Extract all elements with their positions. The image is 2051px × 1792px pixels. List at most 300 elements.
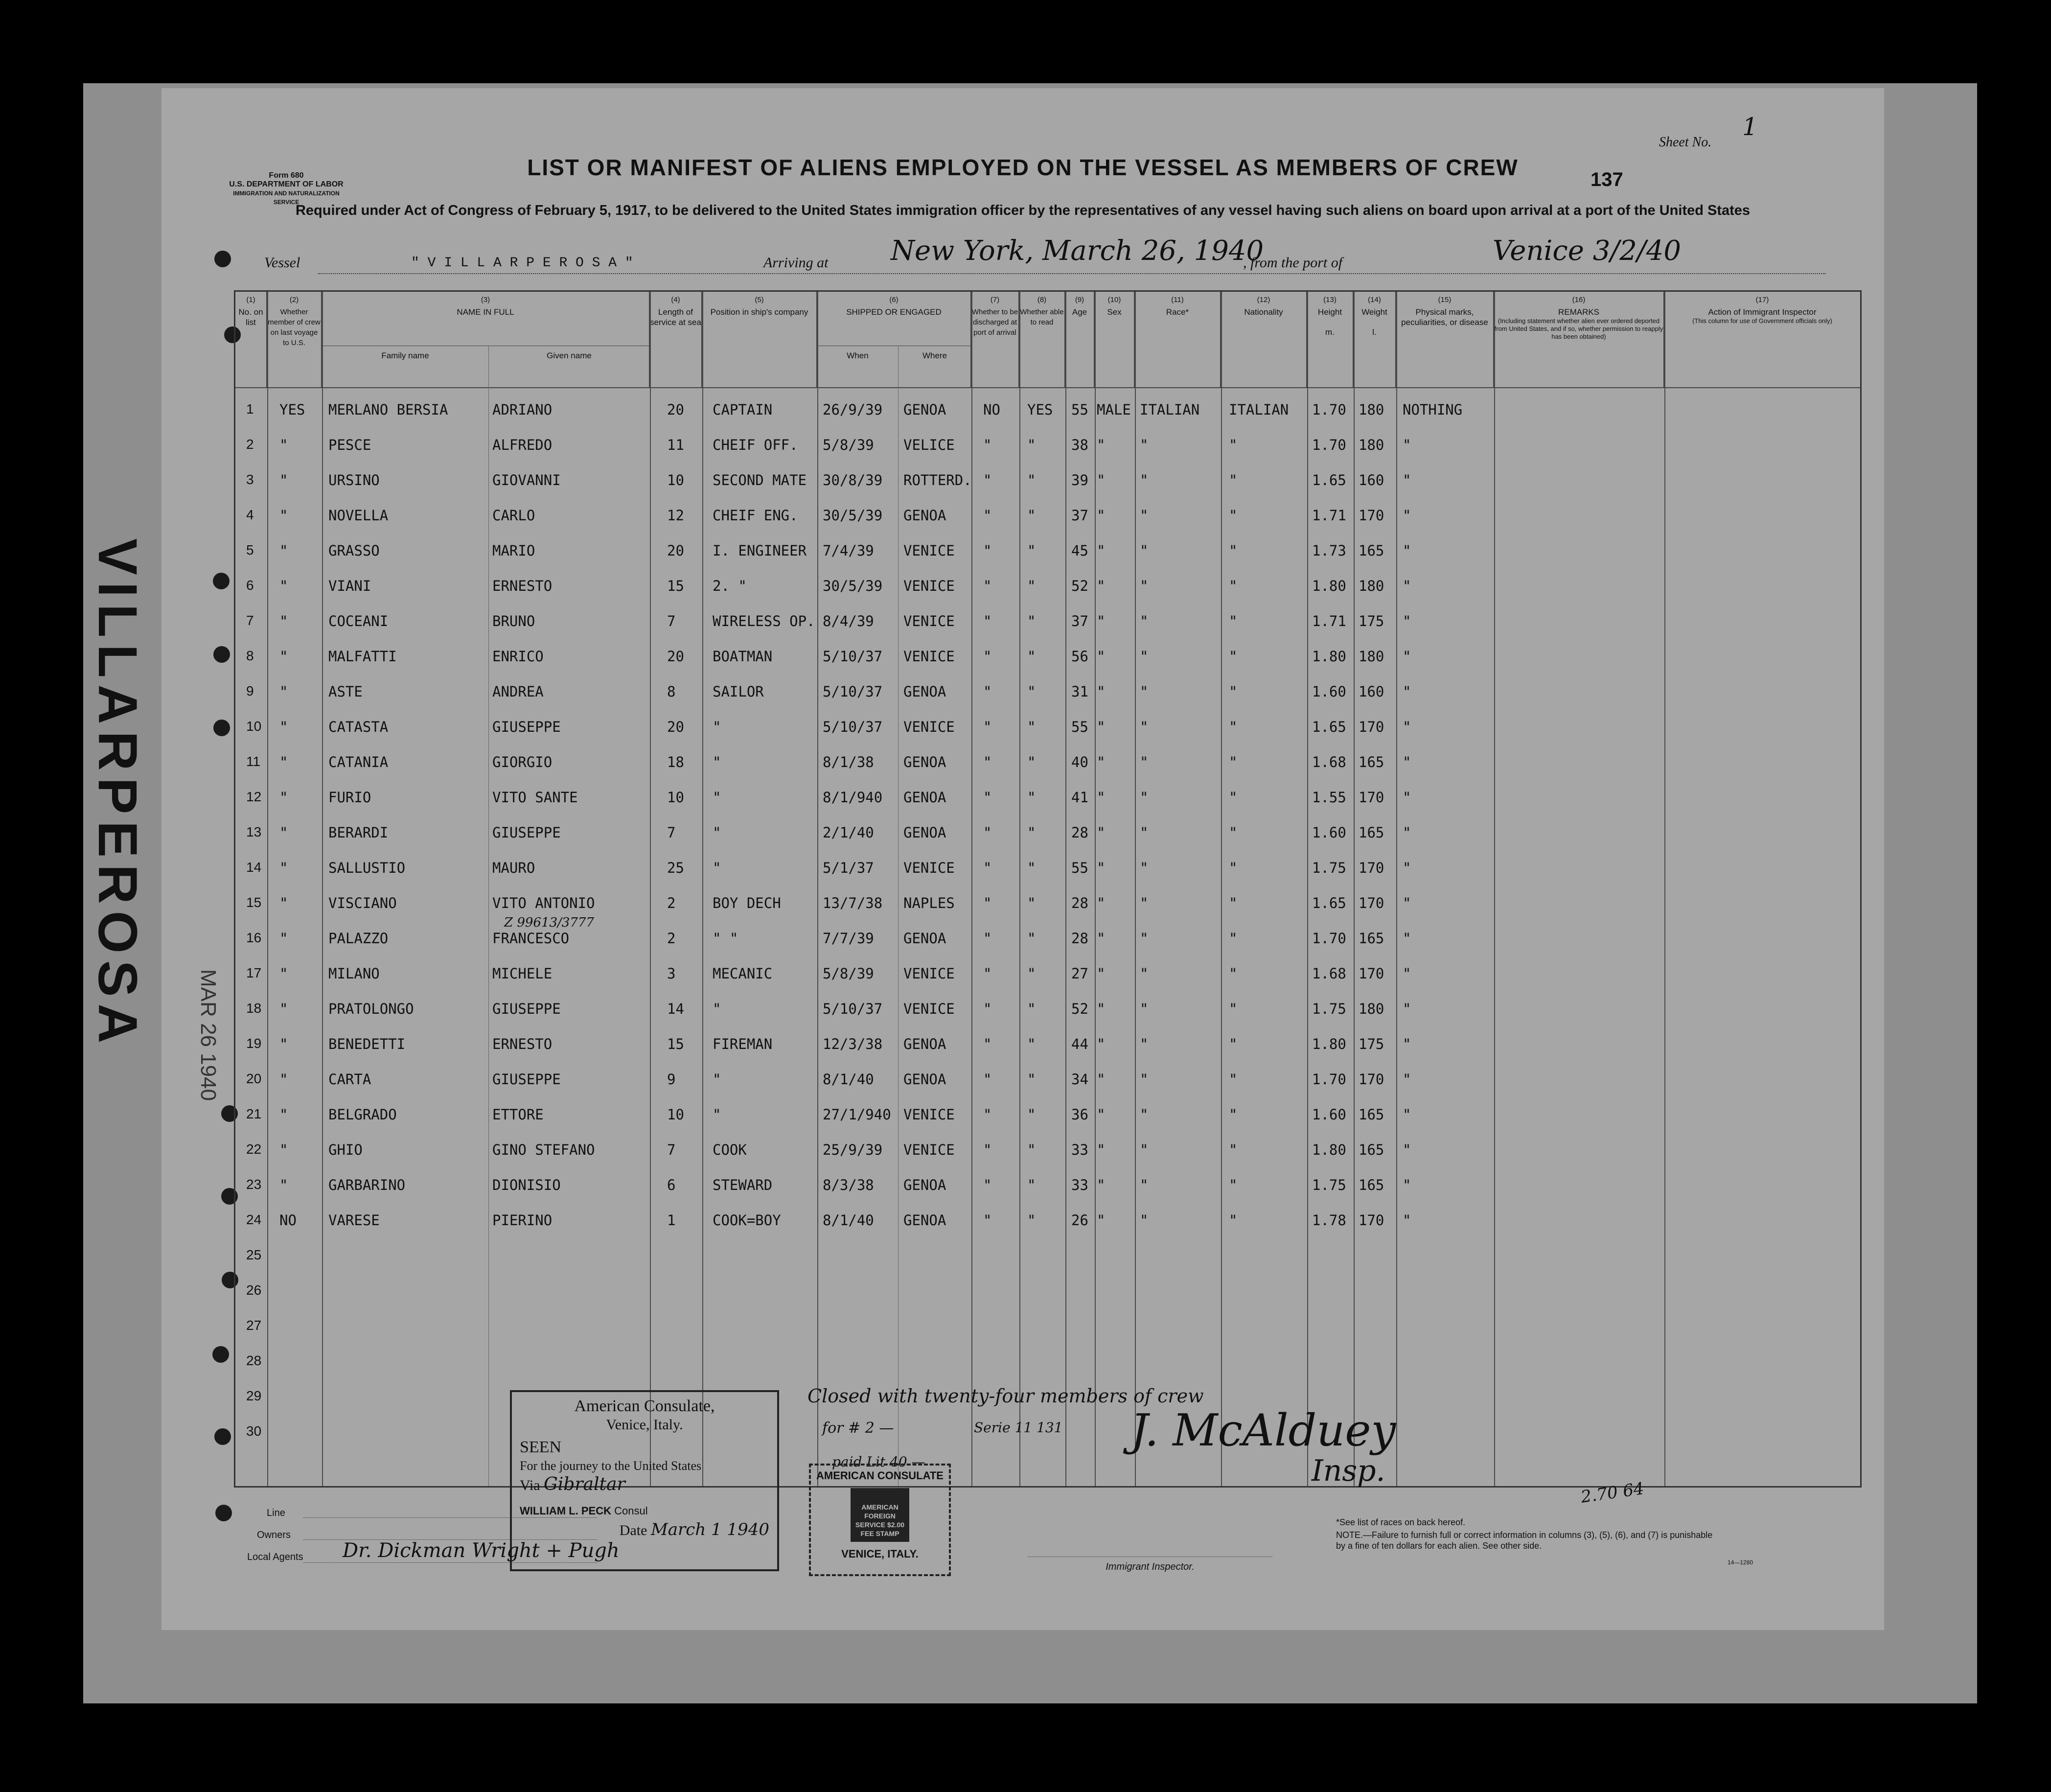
- table-row: [235, 747, 1860, 782]
- cell-nationality: ": [1229, 683, 1238, 700]
- cell-position: SECOND MATE: [713, 472, 807, 489]
- table-row: [235, 994, 1860, 1029]
- footer-note: NOTE.—Failure to furnish full or correct information in columns (3), (5), (6), and (7) is punishable by a fine of ten dollars for each alien. See other side.: [1336, 1530, 1713, 1551]
- cell-race: ": [1140, 754, 1149, 770]
- cell-service: 10: [667, 472, 684, 489]
- cell-service: 7: [667, 613, 676, 629]
- subtitle: Required under Act of Congress of February 5, 1917, to be delivered to the United States immigration officer by the representatives of any vessel having such aliens on board upon arrival at a port of the United States: [295, 203, 1751, 218]
- stamp-via-value: Gibraltar: [544, 1474, 625, 1494]
- cell-nationality: ": [1229, 965, 1238, 982]
- cell-age: 39: [1071, 472, 1088, 489]
- cell-marks: ": [1403, 965, 1411, 982]
- cell-marks: ": [1403, 1141, 1411, 1158]
- cell-given: BRUNO: [492, 613, 535, 629]
- cell-family: GARBARINO: [328, 1177, 406, 1193]
- margin-number: 2.70 64: [1579, 1479, 1645, 1507]
- side-stamp-date: MAR 26 1940: [196, 969, 220, 1101]
- cell-position: BOY DECH: [713, 895, 781, 911]
- cell-read: YES: [1027, 401, 1053, 418]
- cell-when: 5/10/37: [823, 683, 883, 700]
- cell-marks: ": [1403, 437, 1411, 453]
- cell-marks: NOTHING: [1403, 401, 1463, 418]
- cell-given: GINO STEFANO: [492, 1141, 595, 1158]
- cell-given: VITO SANTE: [492, 789, 578, 806]
- cell-height: 1.70: [1312, 437, 1346, 453]
- cell-when: 8/1/40: [823, 1071, 874, 1088]
- cell-marks: ": [1403, 1106, 1411, 1123]
- cell-discharge: ": [983, 507, 992, 524]
- cell-discharge: ": [983, 472, 992, 489]
- cell-discharge: ": [983, 613, 992, 629]
- col-subheader-where: Where: [922, 351, 947, 360]
- cell-prev: ": [279, 965, 288, 982]
- cell-nationality: ": [1229, 542, 1238, 559]
- table-row: [235, 1170, 1860, 1205]
- col-header-position: (5) Position in ship's company: [702, 292, 817, 387]
- cell-given: GIOVANNI: [492, 472, 561, 489]
- stamp-line1: American Consulate,: [574, 1397, 715, 1415]
- table-row: [235, 641, 1860, 676]
- cell-n: 12: [246, 789, 262, 804]
- cell-age: 26: [1071, 1212, 1088, 1229]
- cell-height: 1.80: [1312, 1141, 1346, 1158]
- table-row: [235, 535, 1860, 571]
- cell-where: VENICE: [903, 860, 955, 876]
- cell-read: ": [1027, 1036, 1036, 1052]
- cell-read: ": [1027, 1071, 1036, 1088]
- cell-sex: ": [1097, 613, 1106, 629]
- table-row: [235, 853, 1860, 888]
- manifest-sheet: [87, 88, 1884, 1630]
- stamp-journey: For the journey to the United States: [520, 1459, 702, 1473]
- cell-weight: 165: [1359, 930, 1384, 947]
- col-header-prev-voyage: (2) Whether member of crew on last voyage to U.S.: [267, 292, 322, 387]
- cell-height: 1.80: [1312, 578, 1346, 594]
- cell-nationality: ": [1229, 824, 1238, 841]
- cell-height: 1.65: [1312, 472, 1346, 489]
- cell-where: VENICE: [903, 648, 955, 665]
- side-stamp-vessel-name: VILLARPEROSA: [87, 538, 148, 1050]
- cell-position: CAPTAIN: [713, 401, 773, 418]
- col-header-read: (8) Whether able to read: [1019, 292, 1065, 387]
- cell-sex: ": [1097, 965, 1106, 982]
- cell-marks: ": [1403, 1212, 1411, 1229]
- cell-nationality: ": [1229, 789, 1238, 806]
- cell-position: MECANIC: [713, 965, 773, 982]
- cell-nationality: ": [1229, 1001, 1238, 1017]
- col-subheader-family-name: Family name: [381, 351, 429, 360]
- cell-position: ": [713, 860, 721, 876]
- cell-weight: 180: [1359, 437, 1384, 453]
- cell-race: ": [1140, 1177, 1149, 1193]
- cell-height: 1.73: [1312, 542, 1346, 559]
- cell-discharge: NO: [983, 401, 1000, 418]
- cell-position: ": [713, 824, 721, 841]
- cell-age: 34: [1071, 1071, 1088, 1088]
- cell-where: GENOA: [903, 754, 946, 770]
- col-subheader-given-name: Given name: [547, 351, 592, 360]
- service-name: IMMIGRATION AND NATURALIZATION SERVICE: [233, 190, 340, 206]
- footer-line-label: Line: [267, 1508, 285, 1518]
- stamp-seen: SEEN: [520, 1438, 561, 1456]
- cell-weight: 160: [1359, 472, 1384, 489]
- col-header-age: (9) Age: [1065, 292, 1095, 387]
- cell-service: 7: [667, 824, 676, 841]
- table-row: [235, 1135, 1860, 1170]
- cell-prev: ": [279, 437, 288, 453]
- cell-position: COOK: [713, 1141, 747, 1158]
- cell-prev: ": [279, 613, 288, 629]
- cell-service: 2: [667, 895, 676, 911]
- cell-age: 31: [1071, 683, 1088, 700]
- stamp-line2: Venice, Italy.: [606, 1417, 683, 1433]
- cell-service: 2: [667, 930, 676, 947]
- cell-service: 10: [667, 1106, 684, 1123]
- cell-family: VARESE: [328, 1212, 380, 1229]
- cell-race: ": [1140, 578, 1149, 594]
- cell-weight: 165: [1359, 1141, 1384, 1158]
- cell-n: 27: [246, 1318, 262, 1333]
- cell-prev: YES: [279, 401, 305, 418]
- cell-where: GENOA: [903, 401, 946, 418]
- col-header-length-service: (4) Length of service at sea: [650, 292, 702, 387]
- cell-n: 13: [246, 824, 262, 839]
- cell-age: 52: [1071, 578, 1088, 594]
- table-row: [235, 1029, 1860, 1064]
- cell-n: 18: [246, 1001, 262, 1016]
- cell-discharge: ": [983, 824, 992, 841]
- cell-family: PESCE: [328, 437, 371, 453]
- cell-family: GHIO: [328, 1141, 363, 1158]
- punch-hole: [214, 1428, 231, 1445]
- col-header-remarks: (16) REMARKS (Including statement whether alien ever ordered deported from United States, and if so, whether permission to reapply has been obtained): [1494, 292, 1664, 387]
- cell-service: 14: [667, 1001, 684, 1017]
- cell-service: 11: [667, 437, 684, 453]
- cell-nationality: ITALIAN: [1229, 401, 1289, 418]
- cell-where: ROTTERD.: [903, 472, 972, 489]
- cell-family: URSINO: [328, 472, 380, 489]
- table-row: [235, 888, 1860, 923]
- cell-sex: ": [1097, 1001, 1106, 1017]
- cell-position: SAILOR: [713, 683, 764, 700]
- for-note: for # 2 —: [822, 1420, 894, 1437]
- cell-marks: ": [1403, 1177, 1411, 1193]
- cell-where: GENOA: [903, 507, 946, 524]
- cell-read: ": [1027, 437, 1036, 453]
- cell-height: 1.80: [1312, 1036, 1346, 1052]
- punch-hole: [212, 1346, 229, 1363]
- cell-sex: ": [1097, 542, 1106, 559]
- cell-family: GRASSO: [328, 542, 380, 559]
- cell-family: CATANIA: [328, 754, 389, 770]
- cell-n: 20: [246, 1071, 262, 1086]
- arriving-value: New York, March 26, 1940: [891, 235, 1264, 267]
- stamp-consul-line: WILLIAM L. PECK Consul: [520, 1505, 648, 1517]
- cell-height: 1.70: [1312, 930, 1346, 947]
- cell-n: 30: [246, 1423, 262, 1439]
- cell-race: ": [1140, 437, 1149, 453]
- cell-prev: ": [279, 789, 288, 806]
- cell-when: 5/10/37: [823, 719, 883, 735]
- cell-sex: ": [1097, 1212, 1106, 1229]
- cell-where: VENICE: [903, 1106, 955, 1123]
- paid-note: paid Lit 40 —: [832, 1454, 925, 1470]
- cell-discharge: ": [983, 683, 992, 700]
- table-row: [235, 571, 1860, 606]
- cell-height: 1.70: [1312, 1071, 1346, 1088]
- table-row: [235, 712, 1860, 747]
- cell-prev: ": [279, 1036, 288, 1052]
- cell-when: 30/5/39: [823, 507, 883, 524]
- cell-read: ": [1027, 1177, 1036, 1193]
- cell-n: 16: [246, 930, 262, 945]
- cell-nationality: ": [1229, 507, 1238, 524]
- cell-marks: ": [1403, 1071, 1411, 1088]
- from-port-label: , from the port of: [1243, 255, 1343, 271]
- cell-age: 45: [1071, 542, 1088, 559]
- cell-read: ": [1027, 965, 1036, 982]
- cell-family: BERARDI: [328, 824, 389, 841]
- cell-race: ": [1140, 472, 1149, 489]
- table-row: [235, 1205, 1860, 1240]
- cell-sex: ": [1097, 754, 1106, 770]
- cell-family: MALFATTI: [328, 648, 397, 665]
- cell-weight: 180: [1359, 401, 1384, 418]
- cell-where: NAPLES: [903, 895, 955, 911]
- cell-discharge: ": [983, 1141, 992, 1158]
- punch-hole: [213, 720, 230, 736]
- cell-prev: ": [279, 578, 288, 594]
- cell-family: CARTA: [328, 1071, 371, 1088]
- cell-height: 1.60: [1312, 824, 1346, 841]
- cell-n: 14: [246, 860, 262, 875]
- cell-nationality: ": [1229, 1071, 1238, 1088]
- inspector-title: Insp.: [1312, 1454, 1385, 1488]
- col-header-name: (3) NAME IN FULL Family name Given name: [322, 292, 650, 387]
- cell-read: ": [1027, 507, 1036, 524]
- cell-discharge: ": [983, 578, 992, 594]
- cell-weight: 165: [1359, 824, 1384, 841]
- cell-family: BENEDETTI: [328, 1036, 406, 1052]
- cell-when: 30/5/39: [823, 578, 883, 594]
- cell-given: MICHELE: [492, 965, 553, 982]
- sheet-number-label: Sheet No.: [1659, 135, 1712, 150]
- cell-when: 5/8/39: [823, 965, 874, 982]
- cell-weight: 170: [1359, 1212, 1384, 1229]
- cell-given: MAURO: [492, 860, 535, 876]
- cell-position: ": [713, 789, 721, 806]
- crew-table: [234, 290, 1862, 1488]
- table-row: [235, 1064, 1860, 1099]
- cell-n: 3: [246, 472, 254, 487]
- cell-nationality: ": [1229, 578, 1238, 594]
- cell-position: ": [713, 1001, 721, 1017]
- cell-prev: ": [279, 930, 288, 947]
- cell-race: ": [1140, 507, 1149, 524]
- cell-marks: ": [1403, 1036, 1411, 1052]
- cell-family: ASTE: [328, 683, 363, 700]
- cell-given: ERNESTO: [492, 578, 553, 594]
- cell-sex: ": [1097, 1106, 1106, 1123]
- vessel-label: Vessel: [264, 255, 300, 271]
- cell-weight: 180: [1359, 578, 1384, 594]
- cell-family: BELGRADO: [328, 1106, 397, 1123]
- cell-where: VENICE: [903, 965, 955, 982]
- cell-nationality: ": [1229, 895, 1238, 911]
- cell-sex: ": [1097, 1141, 1106, 1158]
- cell-race: ": [1140, 1001, 1149, 1017]
- vessel-name: " V I L L A R P E R O S A ": [411, 256, 633, 271]
- cell-height: 1.55: [1312, 789, 1346, 806]
- cell-prev: ": [279, 1177, 288, 1193]
- page-title: LIST OR MANIFEST OF ALIENS EMPLOYED ON THE VESSEL AS MEMBERS OF CREW: [527, 155, 1519, 180]
- cell-weight: 180: [1359, 1001, 1384, 1017]
- cell-position: " ": [713, 930, 738, 947]
- table-row: [235, 465, 1860, 500]
- cell-weight: 170: [1359, 965, 1384, 982]
- cell-position: ": [713, 719, 721, 735]
- cell-marks: ": [1403, 472, 1411, 489]
- cell-n: 17: [246, 965, 262, 980]
- cell-weight: 170: [1359, 1071, 1384, 1088]
- punch-hole: [214, 251, 231, 267]
- cell-service: 15: [667, 578, 684, 594]
- cell-age: 55: [1071, 719, 1088, 735]
- footer-races-note: *See list of races on back hereof.: [1336, 1517, 1466, 1527]
- cell-race: ": [1140, 930, 1149, 947]
- cell-family: VISCIANO: [328, 895, 397, 911]
- cell-marks: ": [1403, 824, 1411, 841]
- empty-table-row: [235, 1311, 1860, 1346]
- cell-discharge: ": [983, 1001, 992, 1017]
- table-row: [235, 958, 1860, 994]
- cell-race: ": [1140, 860, 1149, 876]
- cell-service: 20: [667, 401, 684, 418]
- cell-race: ": [1140, 895, 1149, 911]
- fee-stamp-image: AMERICAN FOREIGN SERVICE $2.00 FEE STAMP: [851, 1488, 909, 1542]
- cell-sex: ": [1097, 719, 1106, 735]
- empty-table-row: [235, 1240, 1860, 1276]
- cell-discharge: ": [983, 860, 992, 876]
- cell-service: 15: [667, 1036, 684, 1052]
- cell-discharge: ": [983, 965, 992, 982]
- cell-marks: ": [1403, 542, 1411, 559]
- cell-n: 11: [246, 754, 261, 769]
- cell-when: 5/1/37: [823, 860, 874, 876]
- cell-race: ": [1140, 1071, 1149, 1088]
- cell-service: 25: [667, 860, 684, 876]
- cell-height: 1.71: [1312, 613, 1346, 629]
- cell-read: ": [1027, 789, 1036, 806]
- cell-age: 56: [1071, 648, 1088, 665]
- cell-marks: ": [1403, 613, 1411, 629]
- cell-race: ITALIAN: [1140, 401, 1200, 418]
- cell-n: 22: [246, 1141, 262, 1157]
- cell-nationality: ": [1229, 1177, 1238, 1193]
- footer-agents-label: Local Agents: [247, 1552, 303, 1562]
- cell-sex: ": [1097, 789, 1106, 806]
- cell-prev: ": [279, 507, 288, 524]
- cell-age: 33: [1071, 1141, 1088, 1158]
- cell-service: 20: [667, 542, 684, 559]
- cell-height: 1.60: [1312, 683, 1346, 700]
- cell-family: PRATOLONGO: [328, 1001, 414, 1017]
- cell-family: FURIO: [328, 789, 371, 806]
- col-header-nationality: (12) Nationality: [1221, 292, 1307, 387]
- cell-where: GENOA: [903, 824, 946, 841]
- cell-prev: ": [279, 1001, 288, 1017]
- cell-discharge: ": [983, 437, 992, 453]
- cell-n: 1: [246, 401, 254, 417]
- cell-race: ": [1140, 1212, 1149, 1229]
- cell-position: I. ENGINEER: [713, 542, 807, 559]
- table-row: [235, 395, 1860, 430]
- cell-height: 1.68: [1312, 965, 1346, 982]
- cell-n: 4: [246, 507, 254, 522]
- cell-n: 29: [246, 1388, 262, 1403]
- cell-where: VENICE: [903, 578, 955, 594]
- cell-prev: ": [279, 754, 288, 770]
- table-row: [235, 817, 1860, 853]
- cell-discharge: ": [983, 1071, 992, 1088]
- cell-marks: ": [1403, 719, 1411, 735]
- cell-age: 28: [1071, 824, 1088, 841]
- cell-nationality: ": [1229, 860, 1238, 876]
- cell-when: 8/1/38: [823, 754, 874, 770]
- cell-where: VENICE: [903, 1001, 955, 1017]
- cell-when: 5/10/37: [823, 648, 883, 665]
- punch-hole: [213, 646, 230, 663]
- punch-hole: [213, 573, 230, 589]
- cell-given: VITO ANTONIO: [492, 895, 595, 911]
- cell-height: 1.75: [1312, 1177, 1346, 1193]
- cell-marks: ": [1403, 754, 1411, 770]
- cell-given: GIORGIO: [492, 754, 553, 770]
- cell-weight: 175: [1359, 1036, 1384, 1052]
- cell-service: 9: [667, 1071, 676, 1088]
- cell-sex: ": [1097, 578, 1106, 594]
- col-header-discharged: (7) Whether to be discharged at port of arrival: [971, 292, 1019, 387]
- stamp-date-value: March 1 1940: [650, 1520, 769, 1539]
- cell-position: STEWARD: [713, 1177, 773, 1193]
- cell-age: 37: [1071, 507, 1088, 524]
- cell-when: 7/4/39: [823, 542, 874, 559]
- cell-prev: ": [279, 648, 288, 665]
- cell-position: ": [713, 754, 721, 770]
- cell-given: MARIO: [492, 542, 535, 559]
- cell-prev: ": [279, 1141, 288, 1158]
- cell-marks: ": [1403, 895, 1411, 911]
- cell-n: 19: [246, 1036, 262, 1051]
- cell-when: 5/8/39: [823, 437, 874, 453]
- cell-position: CHEIF OFF.: [713, 437, 798, 453]
- cell-given: ALFREDO: [492, 437, 553, 453]
- col-subheader-when: When: [847, 351, 869, 360]
- cell-where: VENICE: [903, 719, 955, 735]
- cell-read: ": [1027, 1212, 1036, 1229]
- col-header-action: (17) Action of Immigrant Inspector (This column for use of Government officials only): [1692, 296, 1832, 325]
- cell-age: 55: [1071, 401, 1088, 418]
- cell-service: 1: [667, 1212, 676, 1229]
- cell-weight: 165: [1359, 754, 1384, 770]
- footer-agents-value: Dr. Dickman Wright + Pugh: [343, 1539, 620, 1562]
- cell-weight: 160: [1359, 683, 1384, 700]
- cell-marks: ": [1403, 789, 1411, 806]
- cell-position: BOATMAN: [713, 648, 773, 665]
- cell-position: CHEIF ENG.: [713, 507, 798, 524]
- cell-position: WIRELESS OP.: [713, 613, 815, 629]
- cell-where: GENOA: [903, 1071, 946, 1088]
